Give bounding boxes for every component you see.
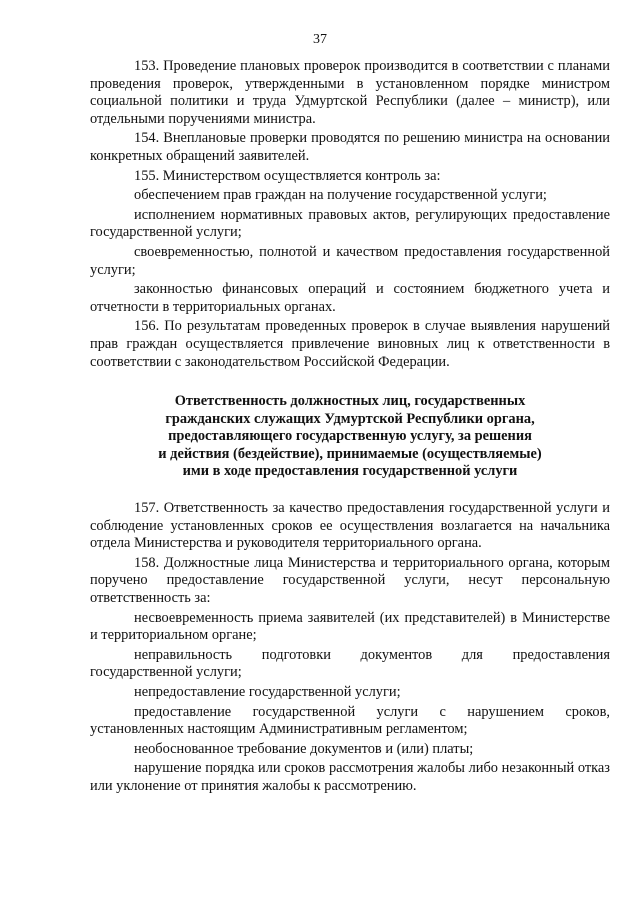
page-number: 37 — [313, 32, 327, 47]
paragraph-154: 154. Внеплановые проверки проводятся по решению министра на основании конкретных обращений заявителей. — [90, 130, 610, 164]
list-item: неправильность подготовки документов для предоставления государственной услуги; — [90, 646, 610, 681]
list-item: исполнением нормативных правовых актов, регулирующих предоставление государственной услуги; — [90, 206, 610, 241]
heading-line: гражданских служащих Удмуртской Республики органа, — [165, 410, 535, 427]
paragraph-157: 157. Ответственность за качество предоставления государственной услуги и соблюдение установленных сроков ее осуществления возлагается на начальника отдела Министерства и руководителя территориального органа. — [90, 500, 610, 552]
paragraph-155: 155. Министерством осуществляется контроль за: — [134, 167, 441, 184]
paragraph-153: 153. Проведение плановых проверок производится в соответствии с планами проведения проверок, утвержденными в установленном порядке министром социальной политики и труда Удмуртской Республики (далее – министр), или отдельными поручениями министра. — [90, 58, 610, 127]
section-heading — [90, 393, 610, 481]
paragraph-156: 156. По результатам проведенных проверок в случае выявления нарушений прав граждан осуществляется привлечение виновных лиц к ответственности в соответствии с законодательством Российской Федерации. — [90, 318, 610, 370]
document-body — [90, 58, 610, 798]
heading-line: предоставляющего государственную услугу, за решения — [168, 428, 532, 445]
list-item: предоставление государственной услуги с нарушением сроков, установленных настоящим Административным регламентом; — [90, 703, 610, 738]
heading-line: Ответственность должностных лиц, государственных — [174, 393, 526, 410]
list-item: обеспечением прав граждан на получение государственной услуги; — [134, 187, 547, 204]
list-item: нарушение порядка или сроков рассмотрения жалобы либо незаконный отказ или уклонение от принятия жалобы к рассмотрению. — [90, 760, 610, 794]
list-item: непредоставление государственной услуги; — [134, 684, 401, 700]
list-item: несвоевременность приема заявителей (их представителей) в Министерстве и территориальном органе; — [90, 609, 610, 644]
heading-line: ими в ходе предоставления государственной услуги — [182, 463, 518, 480]
list-item: своевременностью, полнотой и качеством предоставления государственной услуги; — [90, 243, 610, 278]
list-item: законностью финансовых операций и состоянием бюджетного учета и отчетности в территориальных органах. — [90, 281, 610, 315]
list-item: необоснованное требование документов и (или) платы; — [134, 740, 474, 757]
heading-line: и действия (бездействие), принимаемые (осуществляемые) — [158, 445, 542, 462]
paragraph-158: 158. Должностные лица Министерства и территориального органа, которым поручено предоставление государственной услуги, несут персональную ответственность за: — [90, 554, 610, 607]
